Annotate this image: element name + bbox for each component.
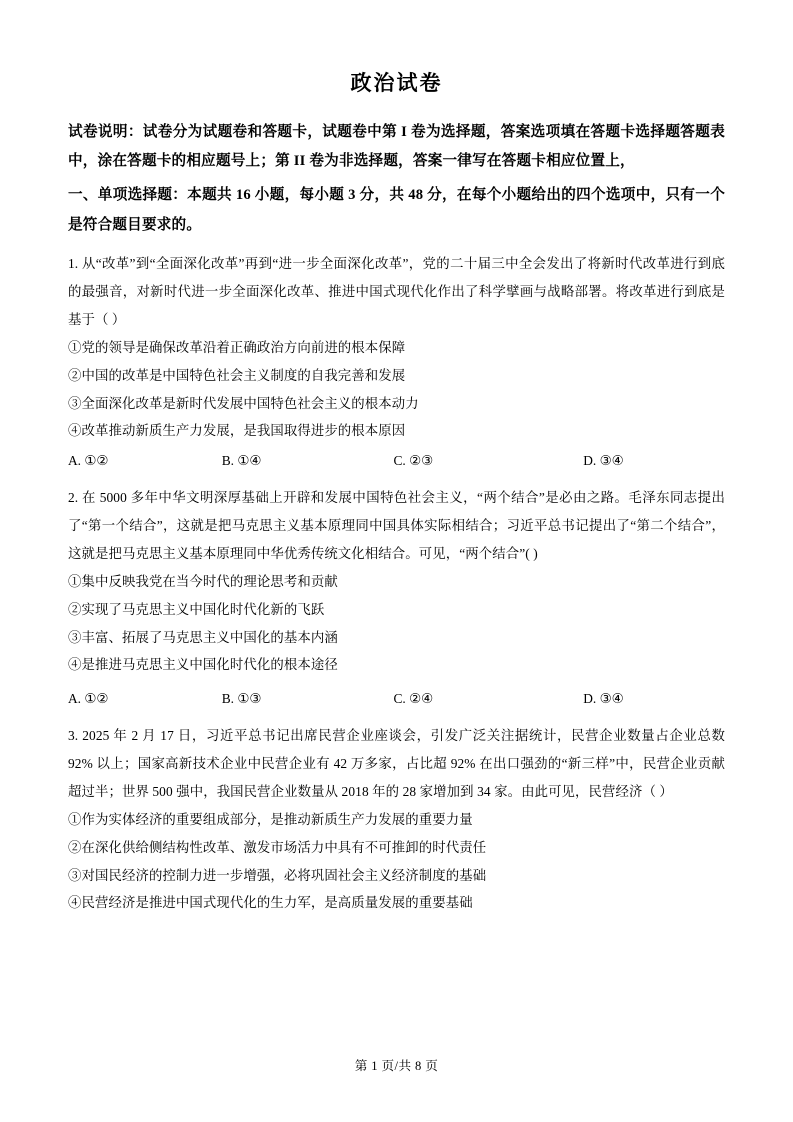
question-choices [68, 685, 725, 713]
question-3 [68, 722, 725, 917]
question-option: ①作为实体经济的重要组成部分，是推动新质生产力发展的重要力量 [68, 811, 473, 827]
page-footer: 第 1 页/共 8 页 [354, 1059, 439, 1073]
spacer [68, 679, 725, 683]
question-option: ②在深化供给侧结构性改革、激发市场活力中具有不可推卸的时代责任 [68, 839, 487, 855]
page-title: 政治试卷 [350, 71, 443, 95]
question-option: ④是推进马克思主义中国化时代化的根本途径 [68, 657, 338, 673]
question-option: ③对国民经济的控制力进一步增强，必将巩固社会主义经济制度的基础 [68, 867, 487, 883]
question-option: ②中国的改革是中国特色社会主义制度的自我完善和发展 [68, 367, 406, 383]
question-option: ③丰富、拓展了马克思主义中国化的基本内涵 [68, 629, 338, 645]
question-1 [68, 250, 725, 475]
question-stem: 3. 2025 年 2 月 17 日，习近平总书记出席民营企业座谈会，引发广泛关注据统计，民营企业数量占企业总数 92% 以上；国家高新技术企业中民营企业有 42 万多家，占比超 92% 在出口强劲的“新三样”中，民营企业贡献超过半；世界 500 强中，我国民营企业数量从 2018 年的 28 家增加到 34 家。由此可见，民营经济（ ） [68, 728, 725, 799]
question-2 [68, 484, 725, 713]
question-option: ④改革推动新质生产力发展，是我国取得进步的根本原因 [68, 423, 406, 439]
choice-b[interactable]: B. ①③ [221, 691, 262, 707]
question-stem: 2. 在 5000 多年中华文明深厚基础上开辟和发展中国特色社会主义，“两个结合”是必由之路。毛泽东同志提出了“第一个结合”，这就是把马克思主义基本原理同中国具体实际相结合；习近平总书记提出了“第二个结合”，这就是把马克思主义基本原理同中华优秀传统文化相结合。可见，“两个结合”( ) [68, 490, 725, 561]
choice-a[interactable]: A. ①② [68, 453, 109, 469]
choice-b[interactable]: B. ①④ [221, 453, 262, 469]
choice-c[interactable]: C. ②④ [393, 691, 434, 707]
question-choices [68, 447, 725, 475]
choice-c[interactable]: C. ②③ [393, 453, 434, 469]
question-option: ①集中反映我党在当今时代的理论思考和贡献 [68, 573, 338, 589]
exam-instruction: 试卷说明：试卷分为试题卷和答题卡，试题卷中第 I 卷为选择题，答案选项填在答题卡选择题答题表中，涂在答题卡的相应题号上；第 II 卷为非选择题，答案一律写在答题卡相应位置上， [68, 123, 725, 170]
question-option: ②实现了马克思主义中国化时代化新的飞跃 [68, 601, 325, 617]
question-stem: 1. 从“改革”到“全面深化改革”再到“进一步全面深化改革”，党的二十届三中全会发出了将新时代改革进行到底的最强音，对新时代进一步全面深化改革、推进中国式现代化作出了科学擘画与战略部署。将改革进行到底是基于（ ） [68, 256, 725, 327]
question-option: ③全面深化改革是新时代发展中国特色社会主义的根本动力 [68, 395, 419, 411]
question-option: ④民营经济是推进中国式现代化的生力军，是高质量发展的重要基础 [68, 895, 473, 911]
choice-d[interactable]: D. ③④ [583, 691, 624, 707]
question-option: ①党的领导是确保改革沿着正确政治方向前进的根本保障 [68, 339, 406, 355]
choice-a[interactable]: A. ①② [68, 691, 109, 707]
section-heading: 一、单项选择题：本题共 16 小题，每小题 3 分，共 48 分，在每个小题给出的四个选项中，只有一个是符合题目要求的。 [68, 187, 725, 234]
choice-d[interactable]: D. ③④ [583, 453, 624, 469]
